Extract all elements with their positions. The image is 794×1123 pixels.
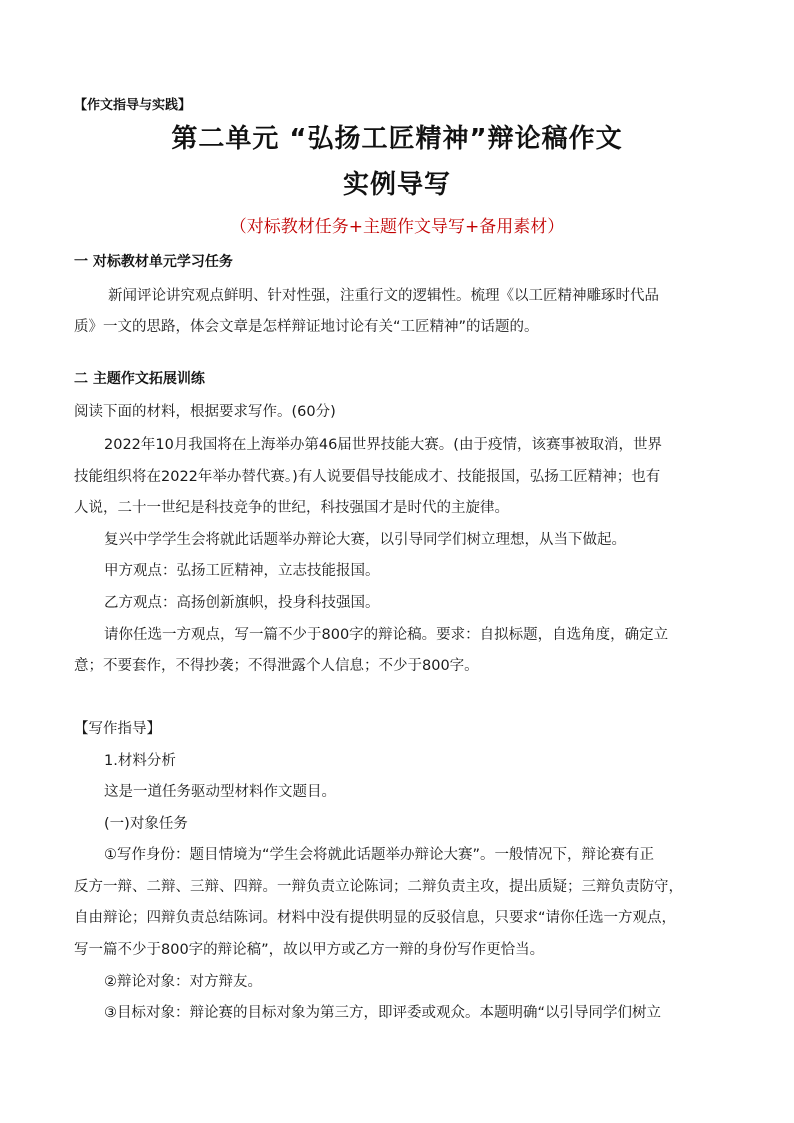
section2-line: 阅读下面的材料，根据要求写作。(60分) bbox=[74, 404, 336, 420]
guide-line: 1.材料分析 bbox=[104, 753, 176, 769]
section2-line: 2022年10月我国将在上海举办第46届世界技能大赛。(由于疫情，该赛事被取消，世界 bbox=[104, 437, 662, 453]
section2-heading: 二 主题作文拓展训练 bbox=[74, 371, 205, 387]
section1-heading: 一 对标教材单元学习任务 bbox=[74, 254, 233, 270]
page-subtitle: （对标教材任务+主题作文导写+备用素材） bbox=[229, 217, 565, 237]
guide-line: 写一篇不少于800字的辩论稿”，故以甲方或乙方一辩的身份写作更恰当。 bbox=[74, 942, 545, 958]
section2-line: 意；不要套作，不得抄袭；不得泄露个人信息；不少于800字。 bbox=[74, 658, 479, 674]
section-tag: 【作文指导与实践】 bbox=[74, 98, 192, 113]
section1-line: 质》一文的思路，体会文章是怎样辩证地讨论有关“工匠精神”的话题的。 bbox=[74, 319, 539, 335]
guide-line: (一)对象任务 bbox=[104, 816, 188, 832]
section2-line: 技能组织将在2022年举办替代赛。)有人说要倡导技能成才、技能报国，弘扬工匠精神；也有 bbox=[74, 469, 661, 485]
section2-line: 人说，二十一世纪是科技竞争的世纪，科技强国才是时代的主旋律。 bbox=[74, 500, 509, 516]
guide-line: 自由辩论；四辩负责总结陈词。材料中没有提供明显的反驳信息，只要求“请你任选一方观点， bbox=[74, 910, 677, 926]
section1-line: 新闻评论讲究观点鲜明、针对性强，注重行文的逻辑性。梳理《以工匠精神雕琢时代品 bbox=[108, 288, 659, 304]
section2-line: 复兴中学学生会将就此话题举办辩论大赛，以引导同学们树立理想，从当下做起。 bbox=[104, 532, 626, 548]
guide-line: ③目标对象：辩论赛的目标对象为第三方，即评委或观众。本题明确“以引导同学们树立 bbox=[104, 1005, 662, 1021]
guide-line: ①写作身份：题目情境为“学生会将就此话题举办辩论大赛”。一般情况下，辩论赛有正 bbox=[104, 847, 655, 863]
guide-line: ②辩论对象：对方辩友。 bbox=[104, 974, 262, 990]
section2-line: 乙方观点：高扬创新旗帜，投身科技强国。 bbox=[104, 595, 380, 611]
guide-line: 这是一道任务驱动型材料作文题目。 bbox=[104, 784, 336, 800]
guide-line: 反方一辩、二辩、三辩、四辩。一辩负责立论陈词；二辩负责主攻，提出质疑；三辩负责防守， bbox=[74, 879, 683, 895]
section2-line: 请你任选一方观点，写一篇不少于800字的辩论稿。要求：自拟标题，自选角度，确定立 bbox=[104, 627, 669, 643]
guide-heading: 【写作指导】 bbox=[74, 721, 161, 737]
section2-line: 甲方观点：弘扬工匠精神，立志技能报国。 bbox=[104, 563, 380, 579]
page-title: 第二单元 “弘扬工匠精神”辩论稿作文 bbox=[171, 124, 623, 154]
page-title-line2: 实例导写 bbox=[342, 170, 451, 200]
